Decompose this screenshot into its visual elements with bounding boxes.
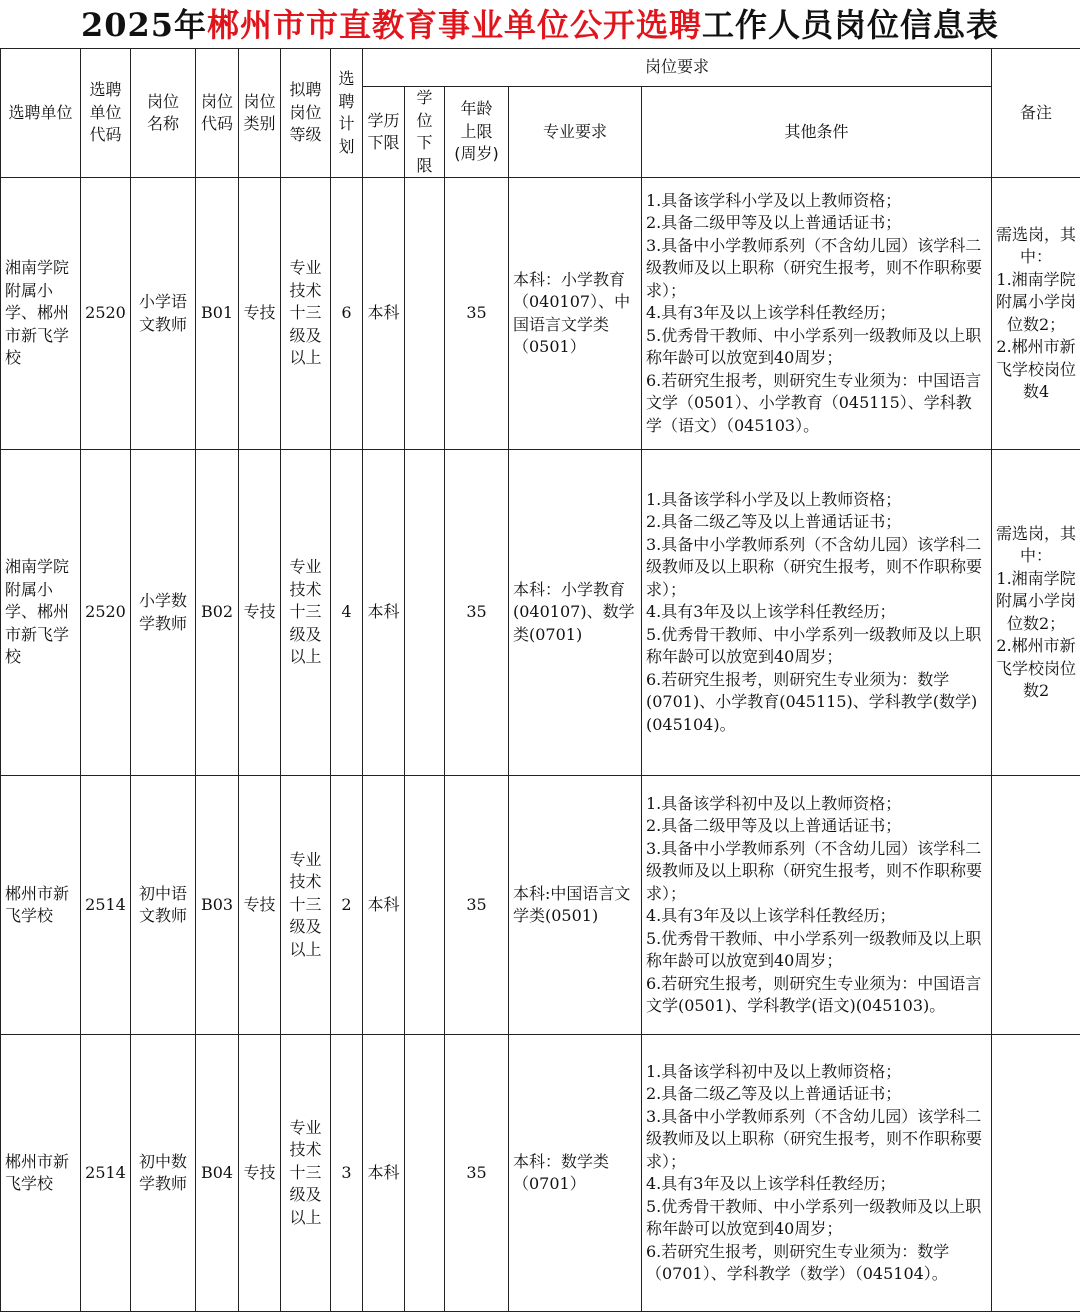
title-suffix: 工作人员岗位信息表 [702, 6, 999, 44]
cell-age: 35 [445, 178, 509, 450]
cell-major: 本科：数学类（0701） [509, 1035, 642, 1312]
cell-post-name: 初中数学教师 [131, 1035, 196, 1312]
cell-unit-code: 2514 [81, 776, 131, 1035]
cell-plan: 2 [331, 776, 363, 1035]
cell-unit-code: 2514 [81, 1035, 131, 1312]
cell-unit-code: 2520 [81, 178, 131, 450]
cell-plan: 4 [331, 450, 363, 776]
title-prefix: 2025年 [81, 6, 207, 44]
cell-grade: 专业技术十三级及以上 [281, 450, 331, 776]
header-post-type: 岗位 类别 [239, 49, 281, 178]
table-row [1, 178, 1080, 450]
cell-remark [992, 1035, 1080, 1312]
cell-major: 本科：小学教育(040107)、数学类(0701) [509, 450, 642, 776]
cell-post-type: 专技 [239, 178, 281, 450]
cell-age: 35 [445, 450, 509, 776]
cell-post-type: 专技 [239, 1035, 281, 1312]
cell-post-name: 初中语文教师 [131, 776, 196, 1035]
cell-age: 35 [445, 776, 509, 1035]
cell-major: 本科:中国语言文学类(0501) [509, 776, 642, 1035]
cell-unit: 湘南学院附属小学、郴州市新飞学校 [1, 450, 81, 776]
cell-grade: 专业技术十三级及以上 [281, 776, 331, 1035]
cell-degree [405, 178, 445, 450]
title-highlight: 郴州市市直教育事业单位公开选聘 [207, 6, 702, 44]
table-row [1, 776, 1080, 1035]
header-remark: 备注 [992, 49, 1080, 178]
cell-post-name: 小学语文教师 [131, 178, 196, 450]
cell-other: 1.具备该学科小学及以上教师资格； 2.具备二级甲等及以上普通话证书； 3.具备中小学教师系列（不含幼儿园）该学科二级教师及以上职称（研究生报考，则不作职称要求）； 4.具有3年及以上该学科任教经历； 5.优秀骨干教师、中小学系列一级教师及以上职称年龄可以放宽到40周岁； 6.若研究生报考，则研究生专业须为：中国语言文学（0501）、小学教育（045115）、学科教学（语文）（045103）。 [642, 178, 992, 450]
header-major: 专业要求 [509, 87, 642, 178]
cell-grade: 专业技术十三级及以上 [281, 1035, 331, 1312]
cell-remark: 需选岗，其中： 1.湘南学院附属小学岗位数2； 2.郴州市新飞学校岗位数4 [992, 178, 1080, 450]
cell-post-name: 小学数学教师 [131, 450, 196, 776]
cell-degree [405, 450, 445, 776]
cell-post-code: B04 [196, 1035, 239, 1312]
cell-unit: 郴州市新飞学校 [1, 776, 81, 1035]
header-age: 年龄 上限 (周岁) [445, 87, 509, 178]
header-unit: 选聘单位 [1, 49, 81, 178]
cell-post-code: B01 [196, 178, 239, 450]
cell-unit-code: 2520 [81, 450, 131, 776]
cell-post-code: B02 [196, 450, 239, 776]
cell-remark: 需选岗，其中： 1.湘南学院附属小学岗位数2； 2.郴州市新飞学校岗位数2 [992, 450, 1080, 776]
cell-plan: 3 [331, 1035, 363, 1312]
cell-degree [405, 776, 445, 1035]
cell-edu: 本科 [363, 1035, 405, 1312]
header-requirements: 岗位要求 [363, 49, 992, 87]
header-edu: 学历 下限 [363, 87, 405, 178]
header-grade: 拟聘 岗位 等级 [281, 49, 331, 178]
cell-edu: 本科 [363, 450, 405, 776]
cell-post-type: 专技 [239, 776, 281, 1035]
cell-unit: 湘南学院附属小学、郴州市新飞学校 [1, 178, 81, 450]
cell-edu: 本科 [363, 776, 405, 1035]
header-unit-code: 选聘 单位 代码 [81, 49, 131, 178]
header-row-1 [1, 49, 1080, 87]
position-table [0, 48, 1080, 1312]
cell-remark [992, 776, 1080, 1035]
cell-grade: 专业技术十三级及以上 [281, 178, 331, 450]
cell-unit: 郴州市新飞学校 [1, 1035, 81, 1312]
cell-edu: 本科 [363, 178, 405, 450]
cell-other: 1.具备该学科初中及以上教师资格； 2.具备二级甲等及以上普通话证书； 3.具备中小学教师系列（不含幼儿园）该学科二级教师及以上职称（研究生报考，则不作职称要求）； 4.具有3年及以上该学科任教经历； 5.优秀骨干教师、中小学系列一级教师及以上职称年龄可以放宽到40周岁； 6.若研究生报考，则研究生专业须为：中国语言文学(0501)、学科教学(语文)(045103)。 [642, 776, 992, 1035]
header-other: 其他条件 [642, 87, 992, 178]
cell-age: 35 [445, 1035, 509, 1312]
cell-other: 1.具备该学科小学及以上教师资格； 2.具备二级乙等及以上普通话证书； 3.具备中小学教师系列（不含幼儿园）该学科二级教师及以上职称（研究生报考，则不作职称要求）； 4.具有3年及以上该学科任教经历； 5.优秀骨干教师、中小学系列一级教师及以上职称年龄可以放宽到40周岁； 6.若研究生报考，则研究生专业须为：数学(0701)、小学教育(045115)、学科教学(数学)(045104)。 [642, 450, 992, 776]
cell-degree [405, 1035, 445, 1312]
cell-plan: 6 [331, 178, 363, 450]
cell-post-code: B03 [196, 776, 239, 1035]
table-row [1, 1035, 1080, 1312]
cell-other: 1.具备该学科初中及以上教师资格； 2.具备二级乙等及以上普通话证书； 3.具备中小学教师系列（不含幼儿园）该学科二级教师及以上职称（研究生报考，则不作职称要求）； 4.具有3年及以上该学科任教经历； 5.优秀骨干教师、中小学系列一级教师及以上职称年龄可以放宽到40周岁； 6.若研究生报考，则研究生专业须为：数学（0701）、学科教学（数学）（045104）。 [642, 1035, 992, 1312]
header-post-code: 岗位 代码 [196, 49, 239, 178]
header-plan: 选 聘 计 划 [331, 49, 363, 178]
page-title [0, 0, 1080, 48]
table-row [1, 450, 1080, 776]
cell-post-type: 专技 [239, 450, 281, 776]
header-degree: 学位 下限 [405, 87, 445, 178]
cell-major: 本科：小学教育（040107）、中国语言文学类（0501） [509, 178, 642, 450]
header-post-name: 岗位 名称 [131, 49, 196, 178]
